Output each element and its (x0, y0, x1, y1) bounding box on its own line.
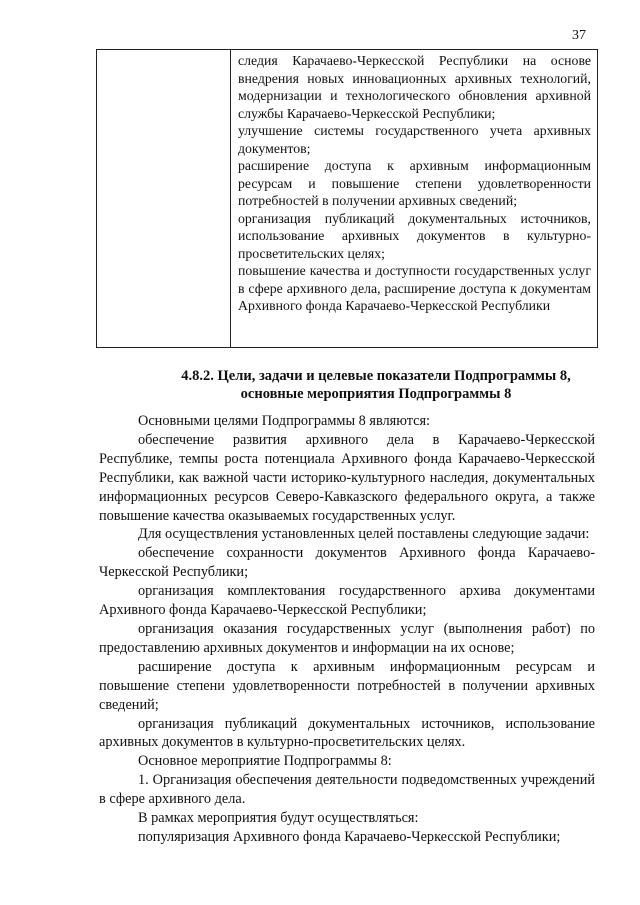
paragraph: расширение доступа к архивным информационным ресурсам и повышение степени удовлетворенности потребностей в получении архивных сведений; (99, 658, 595, 713)
table-cell-paragraph: организация публикаций документальных источников, использование архивных документов в культурно-просветительских целях; (238, 210, 591, 261)
section-heading (96, 367, 640, 403)
paragraph: популяризация Архивного фонда Карачаево-Черкесской Республики; (138, 828, 561, 845)
paragraph: организация публикаций документальных источников, использование архивных документов в культурно-просветительских целях. (99, 715, 595, 751)
paragraph: Основными целями Подпрограммы 8 являются: (138, 413, 431, 429)
table-cell-paragraph: расширение доступа к архивным информационным ресурсам и повышение степени удовлетворенности потребностей в получении архивных сведений; (238, 158, 591, 208)
paragraph: обеспечение сохранности документов Архивного фонда Карачаево-Черкесской Республики; (99, 545, 595, 581)
table-cell-paragraph: повышение качества и доступности государственных услуг в сфере архивного дела, расширение доступа к документам Архивного фонда Карачаево-Черкесской Республики (238, 263, 591, 313)
table-cell-paragraph: следия Карачаево-Черкесской Республики на основе внедрения новых инновационных архивных технологий, модернизации и технологического обновления архивной службы Карачаево-Черкесской Республики; (238, 53, 591, 121)
section-heading-line: 4.8.2. Цели, задачи и целевые показатели Подпрограммы 8, (181, 368, 571, 384)
measures-table (96, 49, 598, 348)
table-column-divider (230, 50, 231, 347)
paragraph: организация оказания государственных услуг (выполнения работ) по предоставлению архивных документов и информации на их основе; (99, 620, 595, 656)
table-cell (238, 52, 591, 315)
paragraph: организация комплектования государственного архива документами Архивного фонда Карачаево-Черкесской Республики; (99, 583, 595, 619)
table-cell-paragraph: улучшение системы государственного учета архивных документов; (238, 123, 591, 156)
body-text (99, 412, 595, 847)
paragraph: В рамках мероприятия будут осуществляться: (138, 810, 419, 827)
paragraph: Основное мероприятие Подпрограммы 8: (138, 753, 392, 770)
page-number: 37 (572, 28, 586, 43)
paragraph: обеспечение развития архивного дела в Карачаево-Черкесской Республике, темпы роста потенциала Архивного фонда Карачаево-Черкесской Республики, как важной части историко-культурного наследия, документальных информационных ресурсов Северо-Кавказского федерального округа, а также повышение качества оказываемых государственных услуг. (99, 431, 595, 524)
paragraph: Для осуществления установленных целей поставлены следующие задачи: (138, 526, 590, 543)
section-heading-line: основные мероприятия Подпрограммы 8 (240, 386, 512, 402)
paragraph: 1. Организация обеспечения деятельности подведомственных учреждений в сфере архивного дела. (99, 772, 595, 808)
